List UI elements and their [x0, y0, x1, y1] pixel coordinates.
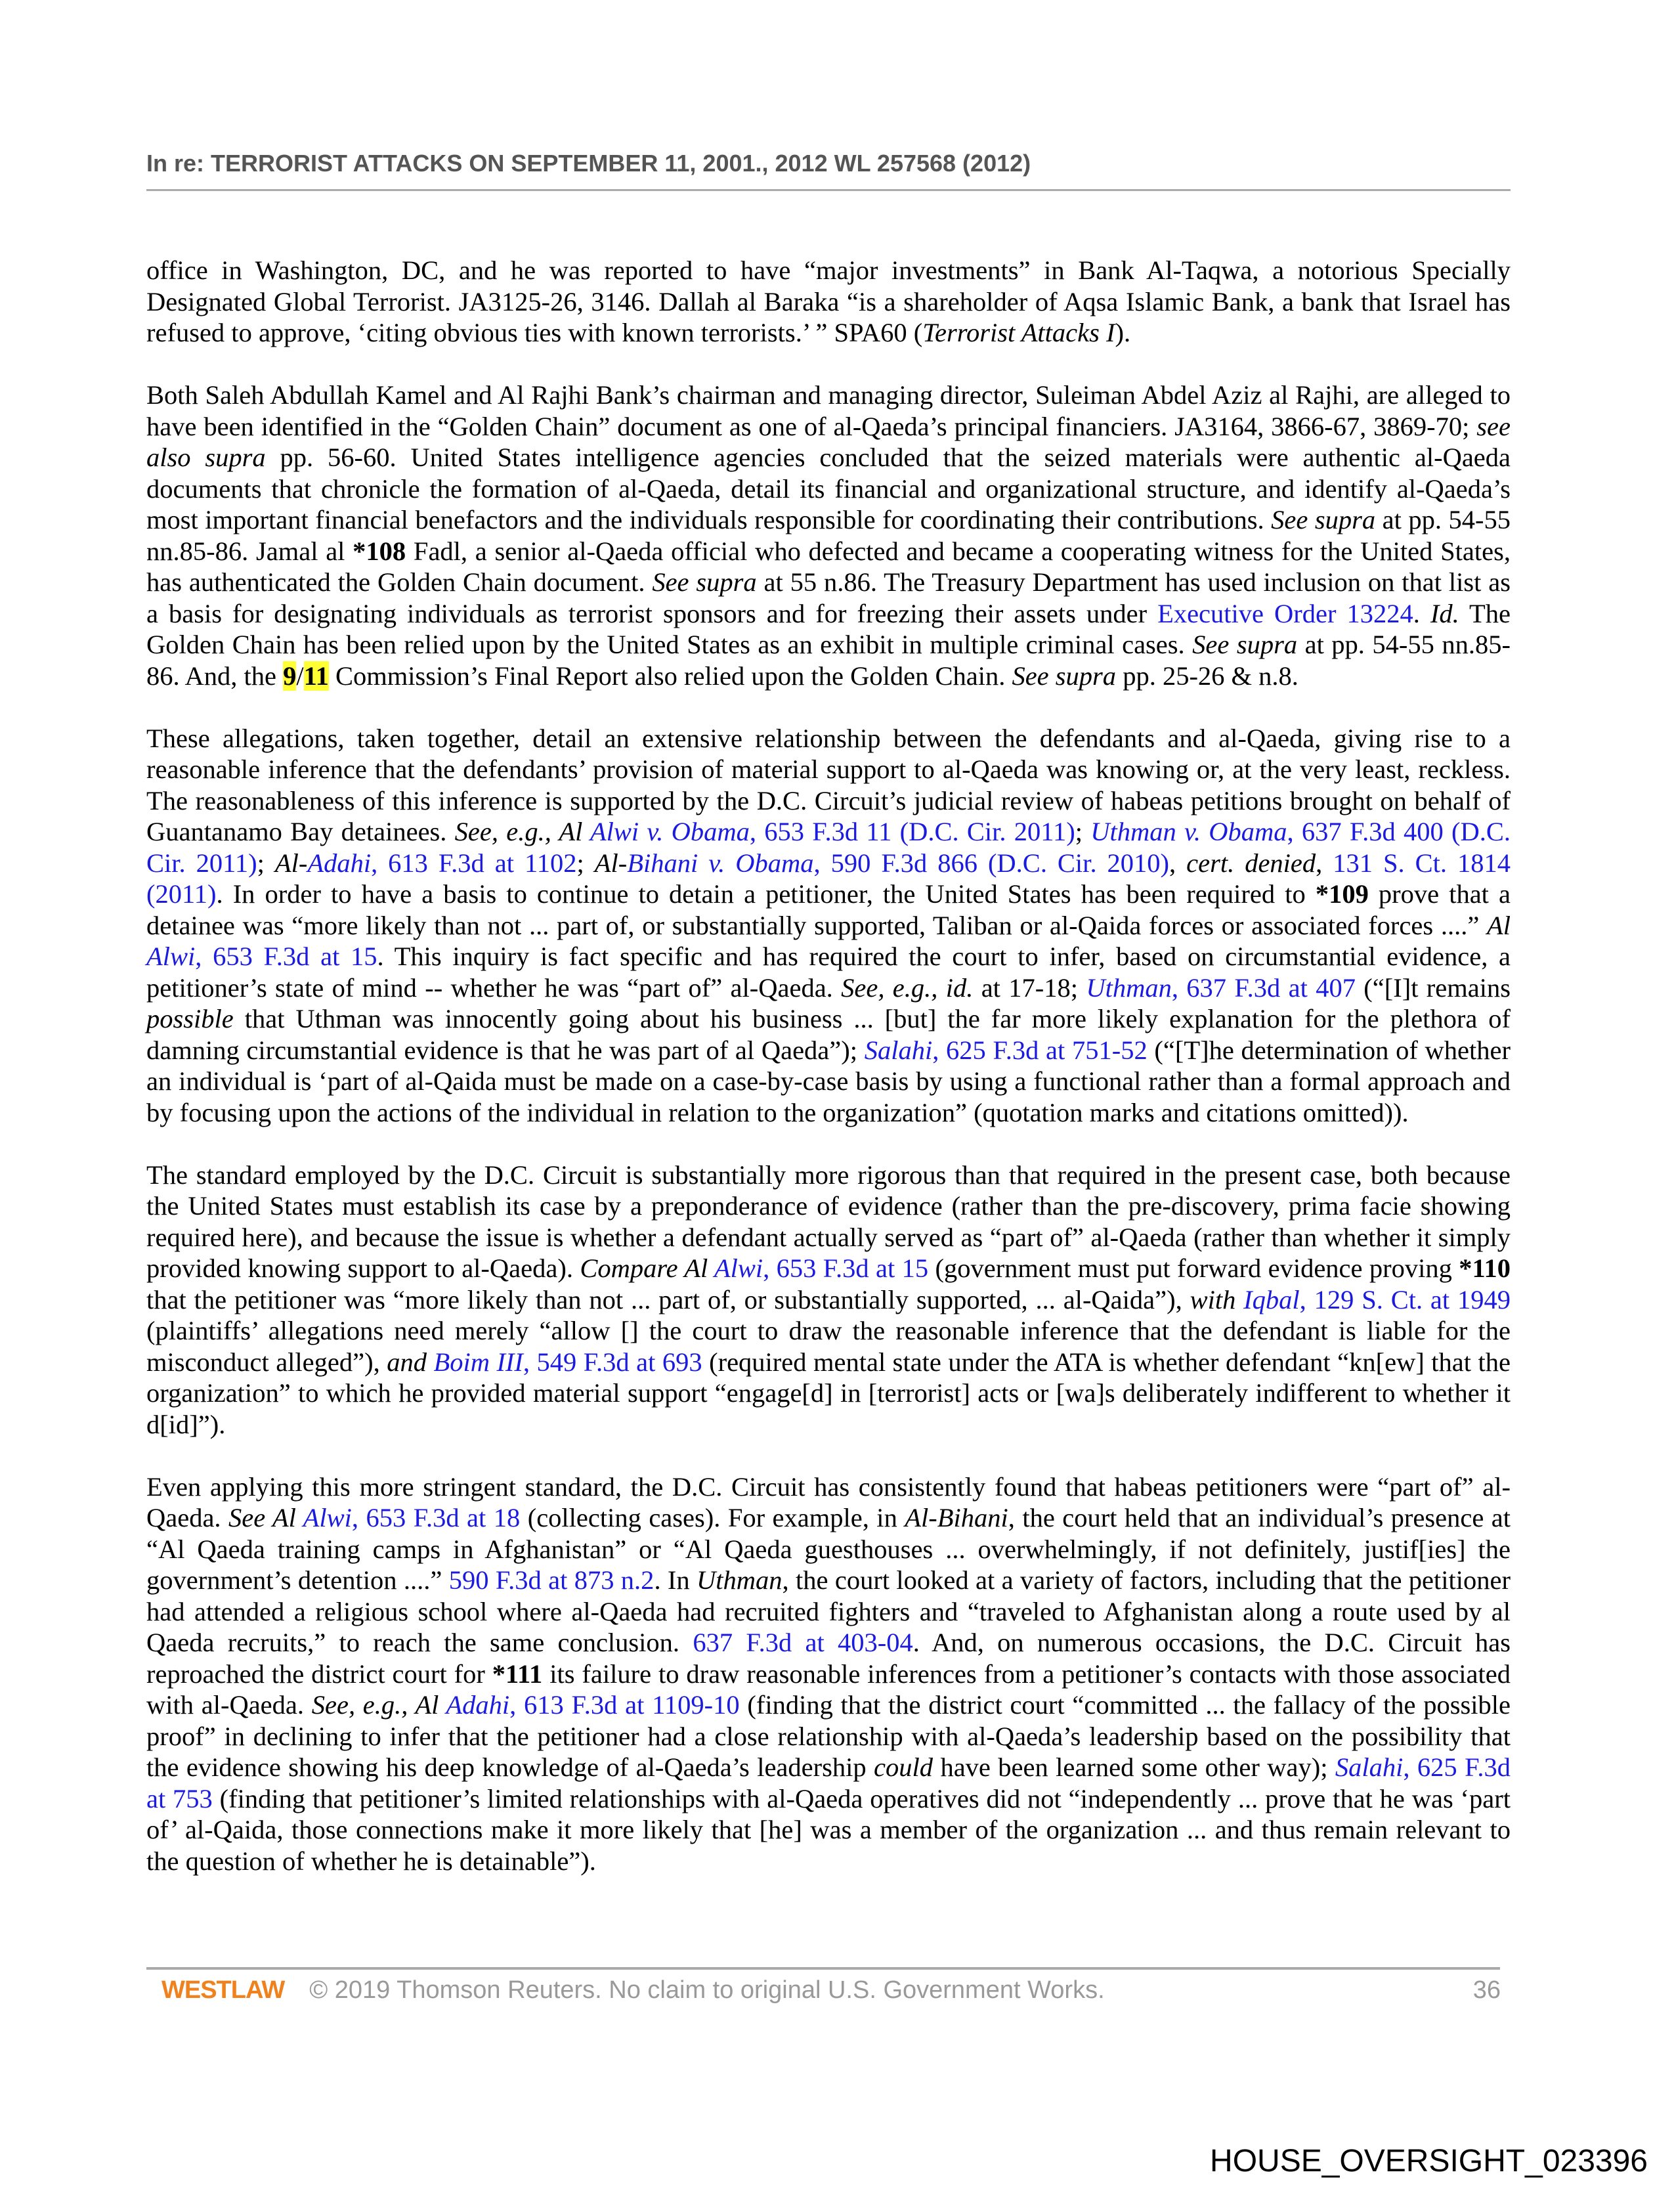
- text-run: . In order to have a basis to continue to detain a petitioner, the United States has been required to: [216, 879, 1316, 909]
- text-run: See, e.g., id.: [841, 972, 974, 1003]
- text-run: These allegations, taken together, detail an extensive relationship between the defendants and al-Qaeda, giving rise to a reasonable inference that the defendants’ provision of material support to al-Qaeda was knowing or, at the very least, reckless. The reasonableness of this inference is supported by the D.C. Circuit’s judicial review of habeas petitions brought on behalf of Guantanamo Bay detainees.: [146, 723, 1511, 846]
- citation-link[interactable]: , 653 F.3d 11 (D.C. Cir. 2011): [749, 817, 1075, 846]
- text-run: See supra: [1271, 505, 1376, 534]
- text-run: The Golden Chain has been relied upon by the United States as an exhibit in multiple criminal cases.: [146, 598, 1511, 659]
- citation-link[interactable]: Iqbal: [1243, 1284, 1300, 1314]
- text-run: ).: [1115, 318, 1131, 347]
- citation-link[interactable]: , 590 F.3d 866 (D.C. Cir. 2010): [813, 848, 1170, 878]
- text-run: ,: [1316, 848, 1333, 878]
- text-run: , the court held that an individual’s presence at “Al Qaeda training camps in Afghanistan” or “Al Qaeda guesthouses ... overwhelmingly, if not definitely, justif[ies] the government’s detention ....”: [146, 1503, 1511, 1595]
- text-run: See supra: [1012, 661, 1117, 691]
- text-run: (collecting cases). For example, in: [520, 1503, 905, 1532]
- citation-link[interactable]: , 625 F.3d at 751-52: [932, 1035, 1148, 1065]
- text-run: See supra: [652, 567, 757, 597]
- text-run: at pp. 54-55 nn.85-86. Jamal al: [146, 505, 1511, 566]
- text-run: at 55 n.86. The Treasury Department has used inclusion on that list as a basis for designating individuals as terrorist sponsors and for freezing their assets under: [146, 567, 1511, 628]
- text-run: that the petitioner was “more likely than not ... part of, or substantially supported, ... al-Qaida”),: [146, 1284, 1190, 1314]
- text-run: have been learned some other way);: [933, 1752, 1335, 1782]
- bates-number: HOUSE_OVERSIGHT_023396: [1210, 2144, 1648, 2179]
- text-run: Both Saleh Abdullah Kamel and Al Rajhi Bank’s chairman and managing director, Suleiman Abdel Aziz al Rajhi, are alleged to have been identified in the “Golden Chain” document as one of al-Qaeda’s principal financiers. JA3164, 3866-67, 3869-70;: [146, 380, 1511, 441]
- citation-link[interactable]: 131 S. Ct. 1814 (2011): [146, 848, 1511, 909]
- westlaw-logo: WESTLAW: [161, 1976, 285, 2004]
- text-run: its failure to draw reasonable inferences from a petitioner’s contacts with those associated with al-Qaeda.: [146, 1659, 1511, 1720]
- citation-link[interactable]: , 549 F.3d at 693: [523, 1347, 702, 1377]
- citation-link[interactable]: Salahi: [1335, 1752, 1404, 1782]
- text-run: (required mental state under the ATA is whether defendant “kn[ew] that the organization” to which he provided material support “engage[d] in [terrorist] acts or [wa]s deliberately indifferent to whether it d[id]”).: [146, 1347, 1511, 1439]
- text-run: ;: [257, 848, 275, 878]
- text-run: The standard employed by the D.C. Circuit is substantially more rigorous than that required in the present case, both because the United States must establish its case by a preponderance of evidence (rather than the pre-discovery, prima facie showing required here), and because the issue is whether a defendant actually served as “part of” al-Qaeda (rather than whether it simply provided knowing support to al-Qaeda).: [146, 1160, 1511, 1283]
- footer: [161, 1976, 1501, 2005]
- text-run: Commission’s Final Report also relied upon the Golden Chain.: [328, 661, 1012, 691]
- citation-link[interactable]: Boim III: [433, 1347, 523, 1377]
- text-run: See supra: [1192, 630, 1298, 659]
- text-run: Even applying this more stringent standard, the D.C. Circuit has consistently found that habeas petitioners were “part of” al-Qaeda.: [146, 1471, 1511, 1532]
- text-run: possible: [146, 1004, 234, 1033]
- text-run: /: [296, 661, 304, 691]
- header-divider: [146, 189, 1511, 191]
- text-run: Al-: [274, 848, 308, 878]
- citation-link[interactable]: , 637 F.3d at 407: [1171, 972, 1356, 1003]
- paragraph: [146, 723, 1511, 1129]
- text-run: Al-: [594, 848, 628, 878]
- search-highlight: 9: [283, 661, 297, 691]
- citation-link[interactable]: Uthman v. Obama: [1090, 817, 1287, 846]
- text-run: . In: [654, 1565, 697, 1595]
- citation-link[interactable]: , 129 S. Ct. at 1949: [1299, 1284, 1511, 1314]
- citation-link[interactable]: Alwi v. Obama: [590, 817, 750, 846]
- star-page-marker: *110: [1459, 1253, 1511, 1283]
- citation-link[interactable]: Alwi: [714, 1253, 763, 1283]
- text-run: prove that a detainee was “more likely than not ... part of, or substantially supported, Taliban or al-Qaida forces or associated forces ....”: [146, 879, 1511, 940]
- text-run: Compare Al: [580, 1253, 714, 1283]
- star-page-marker: *111: [492, 1659, 543, 1689]
- document-body: [146, 255, 1511, 1908]
- text-run: Al: [1487, 910, 1511, 940]
- text-run: (“[I]t remains: [1355, 972, 1511, 1003]
- text-run: , the court looked at a variety of factors, including that the petitioner had attended a religious school where al-Qaeda had recruited fighters and “traveled to Afghanistan along a route used by al Qaeda recruits,” to reach the same conclusion.: [146, 1565, 1511, 1657]
- text-run: and: [387, 1347, 434, 1377]
- text-run: that Uthman was innocently going about his business ... [but] the far more likely explanation for the plethora of damning circumstantial evidence is that he was part of al Qaeda”);: [146, 1004, 1511, 1065]
- citation-link[interactable]: 637 F.3d at 403-04: [693, 1628, 913, 1657]
- text-run: Id.: [1430, 598, 1459, 628]
- citation-link[interactable]: , 653 F.3d at 18: [351, 1503, 521, 1532]
- paragraph: [146, 1471, 1511, 1877]
- text-run: . And, on numerous occasions, the D.C. Circuit has reproached the district court for: [146, 1628, 1511, 1689]
- citation-link[interactable]: , 653 F.3d at 15: [763, 1253, 929, 1283]
- text-run: ;: [1075, 817, 1091, 846]
- citation-link[interactable]: , 637 F.3d 400 (D.C. Cir. 2011): [146, 817, 1511, 878]
- text-run: pp. 25-26 & n.8.: [1116, 661, 1298, 691]
- paragraph: [146, 255, 1511, 349]
- text-run: .: [1413, 598, 1430, 628]
- paragraph: [146, 380, 1511, 691]
- text-run: Uthman: [697, 1565, 783, 1595]
- search-highlight: 11: [303, 661, 329, 691]
- text-run: ;: [576, 848, 595, 878]
- star-page-marker: *108: [353, 536, 406, 566]
- text-run: with: [1190, 1284, 1244, 1314]
- citation-link[interactable]: Alwi: [146, 942, 196, 971]
- text-run: (government must put forward evidence proving: [928, 1253, 1459, 1283]
- citation-link[interactable]: , 625 F.3d at 753: [146, 1752, 1511, 1813]
- citation-link[interactable]: Alwi: [303, 1503, 352, 1532]
- page-number: 36: [1472, 1976, 1501, 2004]
- text-run: at pp. 54-55 nn.85-86. And, the: [146, 630, 1511, 691]
- text-run: Fadl, a senior al-Qaeda official who defected and became a cooperating witness for the United States, has authenticated the Golden Chain document.: [146, 536, 1511, 597]
- citation-link[interactable]: Salahi: [864, 1035, 933, 1065]
- paragraph: [146, 1160, 1511, 1441]
- citation-link[interactable]: Executive Order 13224: [1157, 598, 1413, 628]
- text-run: Al-Bihani: [905, 1503, 1008, 1532]
- text-run: cert. denied: [1186, 848, 1316, 878]
- text-run: (“[T]he determination of whether an individual is ‘part of al-Qaida must be made on a case-by-case basis by using a functional rather than a formal approach and by focusing upon the actions of the individual in relation to the organization” (quotation marks and citations omitted)).: [146, 1035, 1511, 1127]
- text-run: See, e.g., Al: [311, 1690, 446, 1720]
- citation-link[interactable]: , 613 F.3d at 1102: [371, 848, 577, 878]
- text-run: (finding that the district court “committed ... the fallacy of the possible proof” in declining to infer that the petitioner had a close relationship with al-Qaeda’s leadership based on the possibility that the evidence showing his deep knowledge of al-Qaeda’s leadership: [146, 1690, 1511, 1782]
- footer-divider: [146, 1967, 1500, 1970]
- citation-link[interactable]: , 613 F.3d at 1109-10: [509, 1690, 740, 1720]
- text-run: could: [874, 1752, 934, 1782]
- footer-copyright: © 2019 Thomson Reuters. No claim to original U.S. Government Works.: [309, 1976, 1105, 2004]
- star-page-marker: *109: [1315, 879, 1369, 909]
- text-run: (finding that petitioner’s limited relationships with al-Qaeda operatives did not “independently ... prove that he was ‘part of’ al-Qaida, those connections make it more likely that [he] was a member of the organization ... and thus remain relevant to the question of whether he is detainable”).: [146, 1783, 1511, 1876]
- text-run: ,: [1169, 848, 1187, 878]
- text-run: pp. 56-60. United States intelligence agencies concluded that the seized materials were authentic al-Qaeda documents that chronicle the formation of al-Qaeda, detail its financial and organizational structure, and identify al-Qaeda’s most important financial benefactors and the individuals responsible for coordinating their contributions.: [146, 443, 1511, 534]
- document-header-title: In re: TERRORIST ATTACKS ON SEPTEMBER 11, 2001., 2012 WL 257568 (2012): [146, 150, 1031, 177]
- citation-link[interactable]: Bihani v. Obama: [627, 848, 814, 878]
- text-run: at 17-18;: [973, 972, 1086, 1003]
- text-run: (plaintiffs’ allegations need merely “allow [] the court to draw the reasonable inference that the defendant is liable for the misconduct alleged”),: [146, 1316, 1511, 1377]
- citation-link[interactable]: , 653 F.3d at 15: [195, 942, 377, 971]
- citation-link[interactable]: Adahi: [307, 848, 372, 878]
- citation-link[interactable]: Uthman: [1086, 972, 1172, 1003]
- text-run: office in Washington, DC, and he was reported to have “major investments” in Bank Al-Taqwa, a notorious Specially Designated Global Terrorist. JA3125-26, 3146. Dallah al Baraka “is a shareholder of Aqsa Islamic Bank, a bank that Israel has refused to approve, ‘citing obvious ties with known terrorists.’ ” SPA60 (: [146, 255, 1511, 347]
- text-run: See, e.g., Al: [454, 817, 590, 846]
- text-run: Terrorist Attacks I: [922, 318, 1115, 347]
- text-run: see also supra: [146, 411, 1511, 472]
- text-run: See Al: [228, 1503, 303, 1532]
- text-run: . This inquiry is fact specific and has required the court to infer, based on circumstantial evidence, a petitioner’s state of mind -- whether he was “part of” al-Qaeda.: [146, 942, 1511, 1003]
- citation-link[interactable]: Adahi: [446, 1690, 510, 1720]
- citation-link[interactable]: 590 F.3d at 873 n.2: [448, 1565, 655, 1595]
